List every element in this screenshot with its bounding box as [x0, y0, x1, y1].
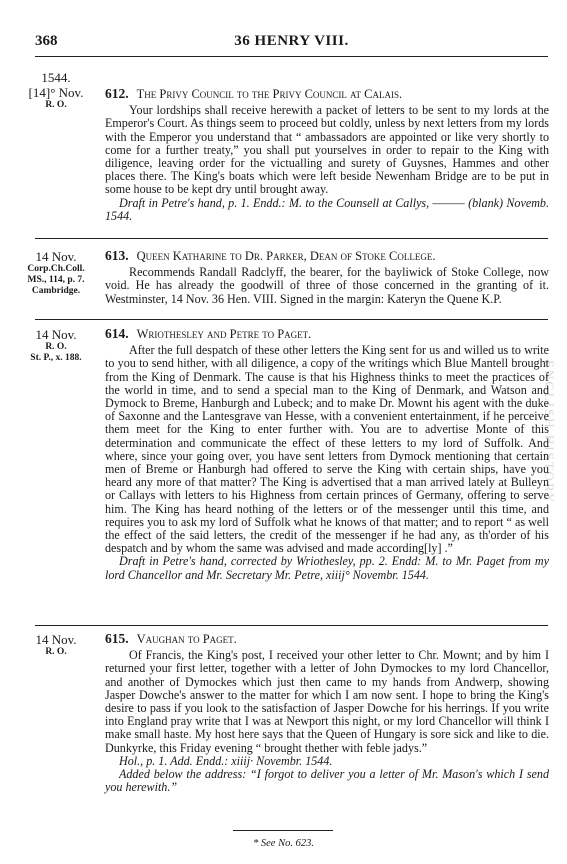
entry-615-endorsement: Hol., p. 1. Add. Endd.: xiiij· Novembr. 1544. — [119, 753, 333, 768]
entry-615-text: Of Francis, the King's post, I received your other letter to Chr. Mownt; and by him I returned your first letter, together with a letter of John Dymockes to my lord Chancellor, and another of Dymockes which just then came to my hands from Andwerp, showing Jasper Dowche's answer to the matter for which I am now sent. I hope to bring the King's desire to pass if you look to the satisfaction of Jasper Dowche for his herrings. If you write into England pray write that I was at Newport this night, or my lord Chancellor will think I make small haste. My host here says that the Queen of Hungary is sore sick and like to die. Dunkyrke, this Friday evening “ brought thether with feble jadys.” — [105, 648, 549, 755]
entry-613-number: 613. — [105, 248, 129, 263]
footnote: * See No. 623. — [253, 838, 314, 849]
entry-614-endorsement: Draft in Petre's hand, corrected by Wriothesley, pp. 2. Endd: M. to Mr. Paget from my lord Chancellor and Mr. Secretary Mr. Petre, xiiij° Novembr. 1544. — [105, 554, 549, 582]
page-number: 368 — [35, 33, 58, 49]
entry-614-number: 614. — [105, 326, 129, 341]
entry-614 — [105, 327, 549, 582]
entry-613-text: Recommends Randall Radclyff, the bearer, for the bayliwick of Stoke College, now void. He has already the goodwill of three of those concerned in the granting of it. Westminster, 14 Nov. 36 Hen. VIII. Signed in the margin: Kateryn the Quene K.P. — [105, 265, 549, 306]
entry-614-date: 14 Nov. — [35, 327, 77, 342]
entry-614-title: Wriothesley and Petre to Paget. — [136, 327, 312, 341]
running-title: 36 HENRY VIII. — [234, 33, 349, 49]
entry-614-heading — [105, 327, 549, 341]
entry-612-endorsement: Draft in Petre's hand, p. 1. Endd.: M. to the Counsell at Callys, ——— (blank) Novemb. 1544. — [105, 195, 549, 223]
entry-612 — [105, 87, 549, 223]
entry-612-source: R. O. — [45, 100, 67, 110]
entry-613-source-3: Cambridge. — [31, 286, 81, 296]
entry-614-margin — [12, 327, 100, 364]
entry-612-heading — [105, 87, 549, 101]
entry-613-source-2: MS., 114, p. 7. — [27, 275, 85, 285]
header-rule — [35, 56, 548, 57]
entry-divider — [35, 625, 548, 626]
entry-613 — [105, 249, 549, 306]
entry-615-date: 14 Nov. — [35, 632, 77, 647]
entry-612-title: The Privy Council to the Privy Council at Calais. — [136, 87, 403, 101]
footnote-rule — [233, 830, 333, 831]
entry-612-year: 1544. — [41, 70, 71, 85]
entry-615-number: 615. — [105, 631, 129, 646]
entry-615-margin — [12, 632, 100, 658]
entry-613-date: 14 Nov. — [35, 249, 77, 264]
entry-612-number: 612. — [105, 86, 129, 101]
entry-612-text: Your lordships shall receive herewith a packet of letters to be sent to my lords at the Emperor's Court. As things seem to proceed but coldly, unless by next letters from my lords with the Emperor you understand that “ ambassadors are appointed or like very shortly to come for a further treaty,” you shall put yourselves in order to repair to the King with diligence, leaving order for the victualling and surety of Guysnes, Hammes and other places there. The King's boats which were left beside Newenham Bridge are to be put in some house to be kept dry until brought away. — [105, 103, 549, 197]
entry-divider — [35, 319, 548, 320]
entry-613-margin — [12, 249, 100, 297]
entry-614-source-1: R. O. — [45, 342, 67, 352]
entry-614-text: After the full despatch of these other letters the King sent for us and willed us to write to you to send hither, with all diligence, a copy of the writings which Blue Mantell brought from the King of Denmark. The cause is that his Highness thinks to meet the practices of the world in time, and to send a special man to the King of Denmark, and Watson and Dymock to Breme, Hanburgh and Lubeck; and to make Dr. Mownt his agent with the duke of Saxonne and the Lantesgrave van Hesse, with a convenient entertainment, if he perceive them meet for the King to enter further with. You are to advertise Monte of this determination and communicate the effect of these letters to my lord of Suffolk. And where, since your going over, you have sent letters from Dymock mentioning that certain men of Breme or Hanburgh had offered to serve the King with certain ships, have you heard any more of that matter? The King is advertised that a man arrived lately at Bulleyn or Callays with letters to his Highness from certain princes of Germany, offering to serve him. The King has heard nothing of the letters or of the messenger until this time, and requires you to ask my lord of Suffolk what he knows of that matter; and to report “ as well the effect of the said letters, the credit of the messenger if he had any, as th'order of his despatch and by whom the same was advised and made according[ly] .” — [105, 343, 549, 556]
entry-614-source-2: St. P., x. 188. — [30, 353, 82, 363]
entry-612-margin — [12, 70, 100, 111]
entry-615-heading — [105, 632, 549, 646]
entry-615-source: R. O. — [45, 647, 67, 657]
entry-615 — [105, 632, 549, 794]
entry-615-title: Vaughan to Paget. — [136, 632, 237, 646]
watermark: ENGLISH HISTORY — [542, 360, 557, 505]
entry-615-added-note: Added below the address: “I forgot to deliver you a letter of Mr. Mason's which I send you herewith.” — [105, 767, 549, 795]
entry-612-date: [14]° Nov. — [28, 85, 84, 100]
entry-613-source-1: Corp.Ch.Coll. — [27, 264, 85, 274]
running-header — [35, 33, 548, 53]
entry-613-title: Queen Katharine to Dr. Parker, Dean of Stoke College. — [136, 249, 436, 263]
entry-613-heading — [105, 249, 549, 263]
entry-divider — [35, 238, 548, 239]
